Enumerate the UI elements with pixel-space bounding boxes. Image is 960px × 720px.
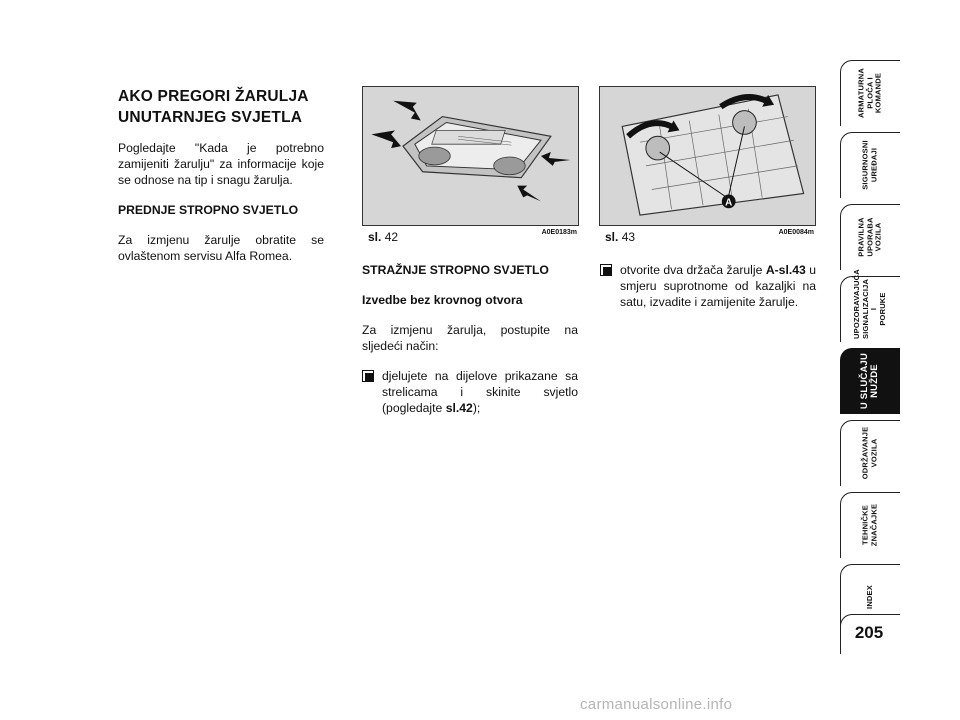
tab-pravilna-uporaba[interactable]: PRAVILNA UPORABA VOZILA <box>840 204 900 270</box>
section-title <box>118 86 324 128</box>
tab-armaturna-ploca[interactable]: ARMATURNA PLOČA I KOMANDE <box>840 60 900 126</box>
figure-42-caption <box>362 229 579 245</box>
rear-light-step-1: djelujete na dijelove prikazane sa strelicama i skinite svjetlo (pogledajte sl.42); <box>362 368 578 416</box>
rear-light-step-2: otvorite dva držača žarulje A-sl.43 u smjeru suprotnome od kazaljki na satu, izvadite i zamijenite žarulje. <box>600 262 816 310</box>
figure-42-label: sl. 42 <box>368 230 399 244</box>
figure-42-code: A0E0183m <box>541 229 577 236</box>
bulb-holder-illustration <box>600 87 815 225</box>
tab-sigurnosni-uredaji[interactable]: SIGURNOSNI UREĐAJI <box>840 132 900 198</box>
intro-paragraph: Pogledajte "Kada je potrebno zamijeniti žarulju" za informacije koje se odnose na tip i snagu žarulja. <box>118 141 324 187</box>
figure-43-code: A0E0084m <box>778 229 814 236</box>
tab-u-slucaju-nuzde[interactable]: U SLUČAJU NUŽDE <box>840 348 900 414</box>
title-line-2: UNUTARNJEG SVJETLA <box>118 109 303 126</box>
rear-light-intro: Za izmjenu žarulja, postupite na sljedeći način: <box>362 323 578 353</box>
bullet-icon <box>362 370 374 382</box>
figure-42 <box>362 86 579 226</box>
ceiling-light-illustration <box>363 87 578 225</box>
front-light-subhead: PREDNJE STROPNO SVJETLO <box>118 203 299 217</box>
figure-43 <box>599 86 816 226</box>
middle-column <box>362 262 578 430</box>
tab-tehnicke-znacajke[interactable]: TEHNIČKE ZNAČAJKE <box>840 492 900 558</box>
figure-43-label: sl. 43 <box>605 230 636 244</box>
tab-upozoravajuca-signalizacija[interactable]: UPOZORAVAJUĆA SIGNALIZACIJA I PORUKE <box>840 276 900 342</box>
left-column <box>118 86 324 278</box>
bullet-icon <box>600 264 612 276</box>
figure-43-caption <box>599 229 816 245</box>
front-light-instruction: Za izmjenu žarulje obratite se ovlaštenom servisu Alfa Romea. <box>118 233 324 263</box>
tab-odrzavanje-vozila[interactable]: ODRŽAVANJE VOZILA <box>840 420 900 486</box>
chapter-tabs <box>840 60 902 620</box>
callout-a: A <box>725 197 733 209</box>
title-line-1: AKO PREGORI ŽARULJA <box>118 88 309 105</box>
watermark: carmanualsonline.info <box>580 696 733 713</box>
right-column <box>600 262 816 324</box>
version-subhead: Izvedbe bez krovnog otvora <box>362 293 523 307</box>
page-number: 205 <box>854 623 884 642</box>
tab-index[interactable]: INDEX <box>840 564 900 630</box>
rear-light-subhead: STRAŽNJE STROPNO SVJETLO <box>362 263 549 277</box>
